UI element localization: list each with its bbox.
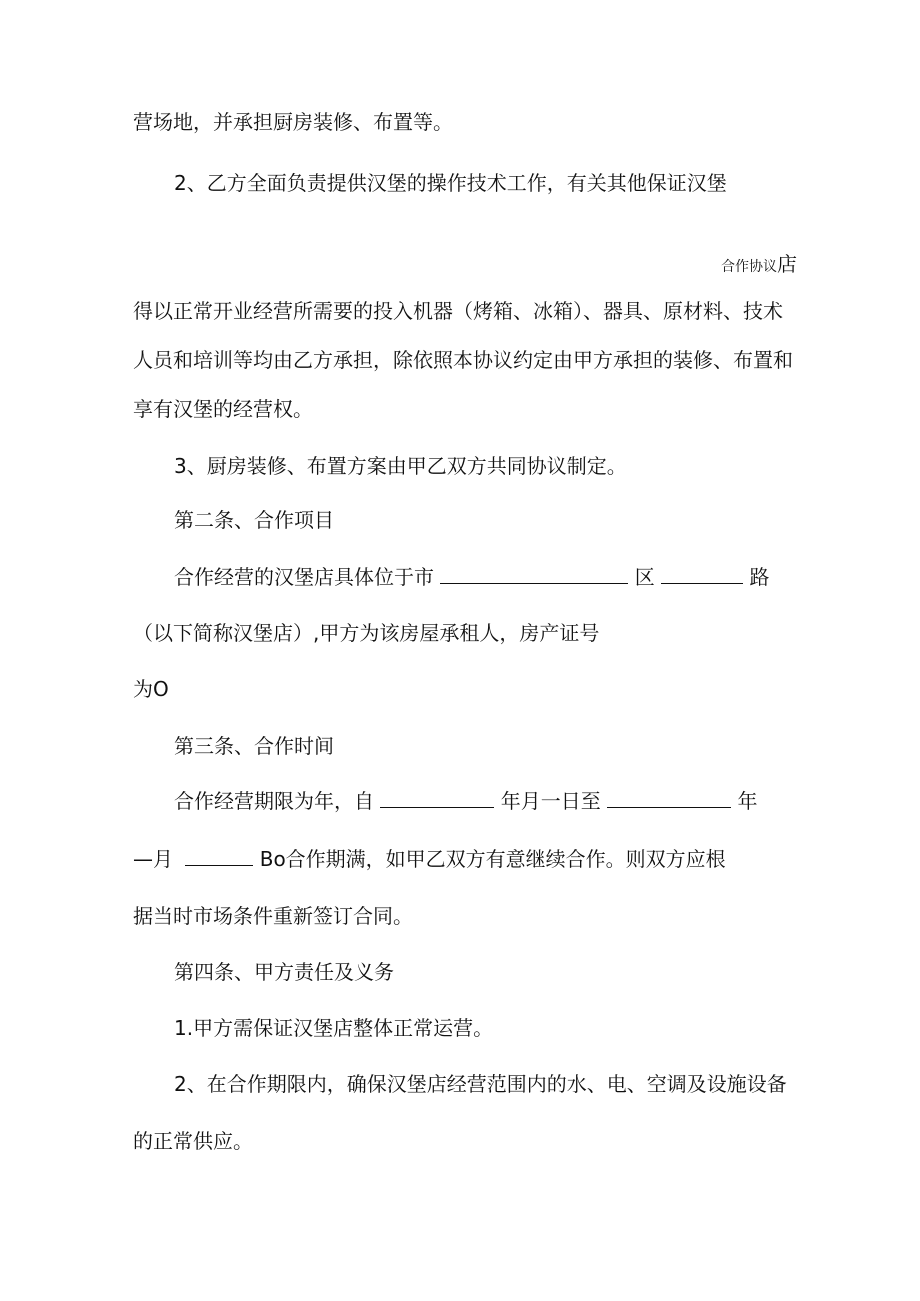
location-line-2: （以下简称汉堡店）,甲方为该房屋承租人，房产证号 [133, 621, 600, 645]
district-label: 区 [634, 565, 655, 589]
location-line-3: 为O [133, 677, 169, 701]
clause-2-line-2: 得以正常开业经营所需要的投入机器（烤箱、冰箱）、器具、原材料、技术 [133, 299, 783, 323]
end-year-blank [607, 789, 731, 808]
body-line-1: 营场地，并承担厨房装修、布置等。 [133, 110, 453, 134]
term-text-2: 年月一日至 [500, 789, 601, 813]
term-text-3: 年 [737, 789, 758, 813]
day-blank [185, 847, 253, 866]
section-heading-2: 第二条、合作项目 [174, 508, 334, 532]
start-year-blank [380, 789, 494, 808]
term-line-3: 据当时市场条件重新签订合同。 [133, 904, 413, 928]
term-text-1: 合作经营期限为年，自 [174, 789, 374, 813]
clause-2-line-1: 2、乙方全面负责提供汉堡的操作技术工作，有关其他保证汉堡 [174, 171, 727, 195]
term-text-5: Bo合作期满，如甲乙双方有意继续合作。则双方应根 [259, 847, 726, 871]
road-label: 路 [749, 565, 770, 589]
term-line-1 [174, 789, 757, 813]
location-text: 合作经营的汉堡店具体位于市 [174, 565, 434, 589]
district-blank [661, 565, 743, 584]
clause-2-line-4: 享有汉堡的经营权。 [133, 397, 313, 421]
term-line-2 [133, 847, 726, 871]
term-text-4: —月 [133, 847, 173, 871]
location-line [174, 565, 769, 589]
party-a-duty-1: 1.甲方需保证汉堡店整体正常运营。 [174, 1016, 494, 1040]
header-title-big: 店 [777, 252, 797, 276]
header-title-small: 合作协议 [721, 259, 777, 275]
page-header [721, 248, 797, 277]
party-a-duty-2-cont: 的正常供应。 [133, 1129, 253, 1153]
section-heading-4: 第四条、甲方责任及义务 [174, 960, 394, 984]
city-blank [440, 565, 628, 584]
clause-2-line-3: 人员和培训等均由乙方承担，除依照本协议约定由甲方承担的装修、布置和 [133, 348, 793, 372]
party-a-duty-2: 2、在合作期限内，确保汉堡店经营范围内的水、电、空调及设施设备 [174, 1072, 787, 1096]
clause-3: 3、厨房装修、布置方案由甲乙双方共同协议制定。 [174, 454, 627, 478]
section-heading-3: 第三条、合作时间 [174, 734, 334, 758]
